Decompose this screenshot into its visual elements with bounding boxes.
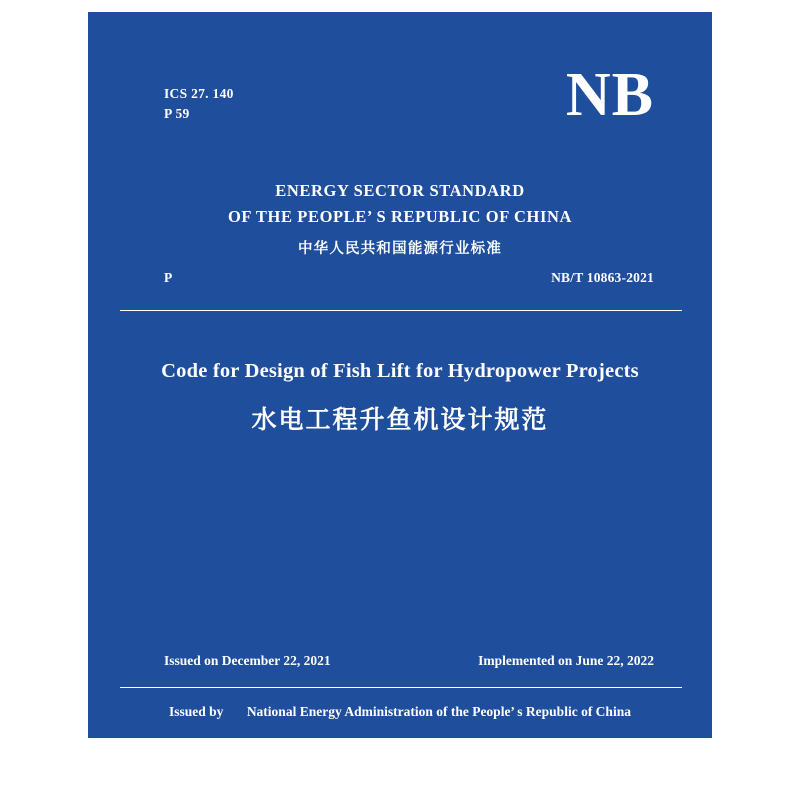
dates-row xyxy=(164,653,654,669)
standard-name-cn: 中华人民共和国能源行业标准 xyxy=(297,241,503,258)
standard-name-en-line1: ENERGY SECTOR STANDARD xyxy=(275,181,525,200)
nb-logo: NB xyxy=(565,61,654,129)
standard-heading-group xyxy=(88,178,712,258)
classification-code: P xyxy=(164,270,173,285)
issue-date: Issued on December 22, 2021 xyxy=(164,653,331,668)
ics-block xyxy=(164,84,234,123)
implementation-date: Implemented on June 22, 2022 xyxy=(478,653,654,668)
standard-code-row xyxy=(88,270,712,290)
standard-cover xyxy=(88,12,712,738)
standard-number: NB/T 10863-2021 xyxy=(551,270,654,285)
issuing-organization: National Energy Administration of the People’ s Republic of China xyxy=(246,704,631,719)
document-title-cn: 水电工程升鱼机设计规范 xyxy=(251,405,549,434)
divider-bottom xyxy=(120,687,682,688)
divider-top xyxy=(120,310,682,311)
ics-number: ICS 27. 140 xyxy=(164,86,234,101)
document-title-en: Code for Design of Fish Lift for Hydropower Projects xyxy=(161,360,639,382)
classification-number: P 59 xyxy=(164,105,190,121)
issued-by-row xyxy=(88,704,712,720)
issued-by-label: Issued by xyxy=(169,704,224,719)
standard-name-en-line2: OF THE PEOPLE’ S REPUBLIC OF CHINA xyxy=(227,206,573,226)
